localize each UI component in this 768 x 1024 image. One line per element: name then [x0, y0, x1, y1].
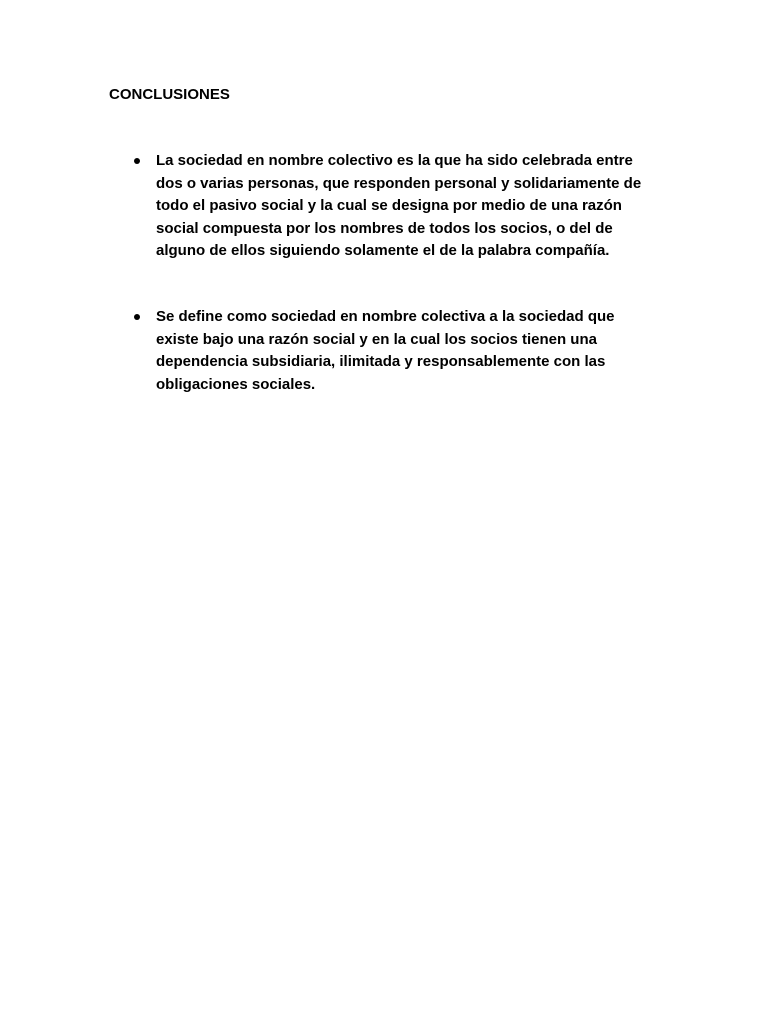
list-item-text: Se define como sociedad en nombre colectiva a la sociedad que existe bajo una razón social y en la cual los socios tienen una dependencia subsidiaria, ilimitada y responsablemente con las obligaciones sociales.	[156, 308, 615, 393]
list-item	[156, 150, 656, 263]
list-item	[156, 306, 656, 396]
bullet-icon	[134, 158, 140, 164]
page-title: CONCLUSIONES	[109, 86, 230, 103]
bullet-icon	[134, 314, 140, 320]
list-item-text: La sociedad en nombre colectivo es la que ha sido celebrada entre dos o varias personas, que responden personal y solidariamente de todo el pasivo social y la cual se designa por medio de una razón social compuesta por los nombres de todos los socios, o del de alguno de ellos siguiendo solamente el de la palabra compañía.	[156, 152, 642, 260]
